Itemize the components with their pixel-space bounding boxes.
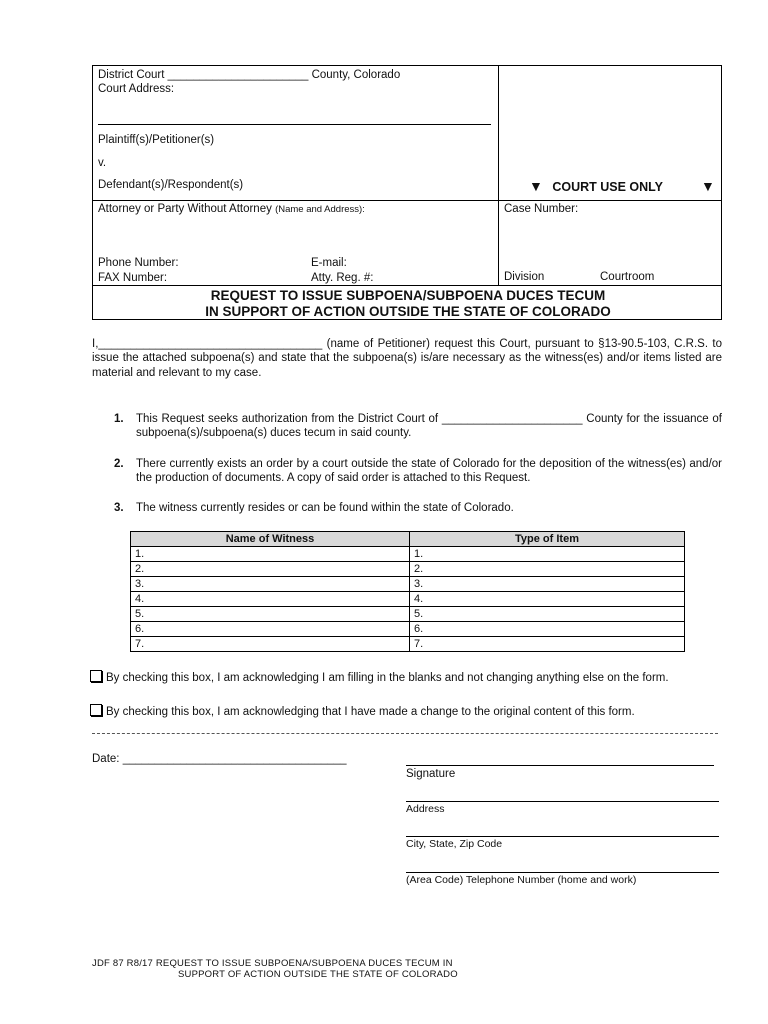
- witness-cell[interactable]: 3.: [131, 577, 410, 592]
- court-use-only: ▼ COURT USE ONLY: [529, 178, 664, 194]
- changed-checkbox[interactable]: [90, 704, 102, 716]
- date-row: Date: ___________________________________: [92, 753, 347, 765]
- checkbox-row-no-change: By checking this box, I am acknowledging I am filling in the blanks and not changing anything else on the form.: [90, 670, 722, 685]
- city-state-zip-line[interactable]: [406, 836, 719, 837]
- table-row: [131, 607, 685, 622]
- header-type-of-item: Type of Item: [410, 532, 685, 547]
- item-cell[interactable]: 2.: [410, 562, 685, 577]
- court-address-line: [98, 124, 491, 125]
- versus-label: v.: [98, 157, 107, 169]
- signature-line[interactable]: [406, 765, 714, 766]
- arrow-down-icon: ▼: [701, 178, 715, 194]
- witness-table: [130, 531, 685, 652]
- item-cell[interactable]: 3.: [410, 577, 685, 592]
- item-cell[interactable]: 6.: [410, 622, 685, 637]
- address-label: Address: [406, 803, 445, 815]
- footer-line-1: JDF 87 R8/17 REQUEST TO ISSUE SUBPOENA/SUBPOENA DUCES TECUM IN: [92, 958, 453, 969]
- section-divider: [92, 733, 718, 734]
- witness-cell[interactable]: 4.: [131, 592, 410, 607]
- email-label: E-mail:: [311, 257, 347, 269]
- caption-divider-vertical: [498, 66, 499, 285]
- fax-label: FAX Number:: [98, 272, 168, 284]
- phone-label: Phone Number:: [98, 257, 179, 269]
- telephone-label: (Area Code) Telephone Number (home and work): [406, 874, 637, 886]
- atty-reg-label: Atty. Reg. #:: [311, 272, 374, 284]
- no-change-checkbox[interactable]: [90, 670, 102, 682]
- division-label: Division: [504, 271, 545, 283]
- signature-label: Signature: [406, 768, 456, 780]
- form-title-line-2: IN SUPPORT OF ACTION OUTSIDE THE STATE OF COLORADO: [205, 304, 611, 319]
- defendant-label: Defendant(s)/Respondent(s): [98, 179, 244, 191]
- table-row: [131, 637, 685, 652]
- table-header-row: [131, 532, 685, 547]
- table-row: [131, 562, 685, 577]
- witness-cell[interactable]: 6.: [131, 622, 410, 637]
- form-title-line-1: REQUEST TO ISSUE SUBPOENA/SUBPOENA DUCES TECUM: [210, 288, 606, 303]
- telephone-line[interactable]: [406, 872, 719, 873]
- table-row: [131, 622, 685, 637]
- item-3: 3. The witness currently resides or can be found within the state of Colorado.: [114, 502, 514, 514]
- item-cell[interactable]: 1.: [410, 547, 685, 562]
- attorney-label: Attorney or Party Without Attorney (Name and Address):: [98, 203, 365, 215]
- witness-cell[interactable]: 1.: [131, 547, 410, 562]
- table-row: [131, 547, 685, 562]
- court-address-label: Court Address:: [98, 83, 175, 95]
- city-state-zip-label: City, State, Zip Code: [406, 838, 503, 850]
- caption-divider-2: [93, 285, 721, 286]
- caption-divider-1: [93, 200, 721, 201]
- witness-cell[interactable]: 5.: [131, 607, 410, 622]
- petitioner-name-blank[interactable]: ___________________________________: [98, 338, 323, 350]
- courtroom-label: Courtroom: [600, 271, 655, 283]
- footer-line-2: SUPPORT OF ACTION OUTSIDE THE STATE OF COLORADO: [178, 969, 458, 980]
- county-blank[interactable]: ______________________: [167, 69, 309, 81]
- item-cell[interactable]: 4.: [410, 592, 685, 607]
- address-line[interactable]: [406, 801, 719, 802]
- court-name-line: District Court ______________________ County, Colorado: [98, 69, 401, 81]
- county-blank-2[interactable]: ______________________: [441, 413, 583, 425]
- header-name-of-witness: Name of Witness: [131, 532, 410, 547]
- arrow-down-icon: ▼: [529, 178, 543, 194]
- intro-paragraph: I,___________________________________ (name of Petitioner) request this Court, pursuant to §13-90.5-103, C.R.S. to issue the attached subpoena(s) and state that the subpoena(s) is/are necessary as the witness(es) and/or items listed are material and relevant to my case.: [92, 338, 722, 379]
- witness-cell[interactable]: 2.: [131, 562, 410, 577]
- witness-cell[interactable]: 7.: [131, 637, 410, 652]
- date-blank[interactable]: ___________________________________: [122, 753, 347, 765]
- caption-box: [92, 65, 722, 320]
- table-row: [131, 577, 685, 592]
- table-row: [131, 592, 685, 607]
- checkbox-row-changed: By checking this box, I am acknowledging that I have made a change to the original content of this form.: [90, 704, 722, 719]
- case-number-label: Case Number:: [504, 203, 579, 215]
- item-cell[interactable]: 5.: [410, 607, 685, 622]
- item-1: 1. This Request seeks authorization from the District Court of ______________________ County for the issuance of subpoena(s)/subpoena(s) duces tecum in said county.: [114, 413, 723, 440]
- item-2: 2. There currently exists an order by a court outside the state of Colorado for the deposition of the witness(es) and/or the production of documents. A copy of said order is attached to this Request.: [114, 458, 722, 485]
- item-cell[interactable]: 7.: [410, 637, 685, 652]
- plaintiff-label: Plaintiff(s)/Petitioner(s): [98, 134, 215, 146]
